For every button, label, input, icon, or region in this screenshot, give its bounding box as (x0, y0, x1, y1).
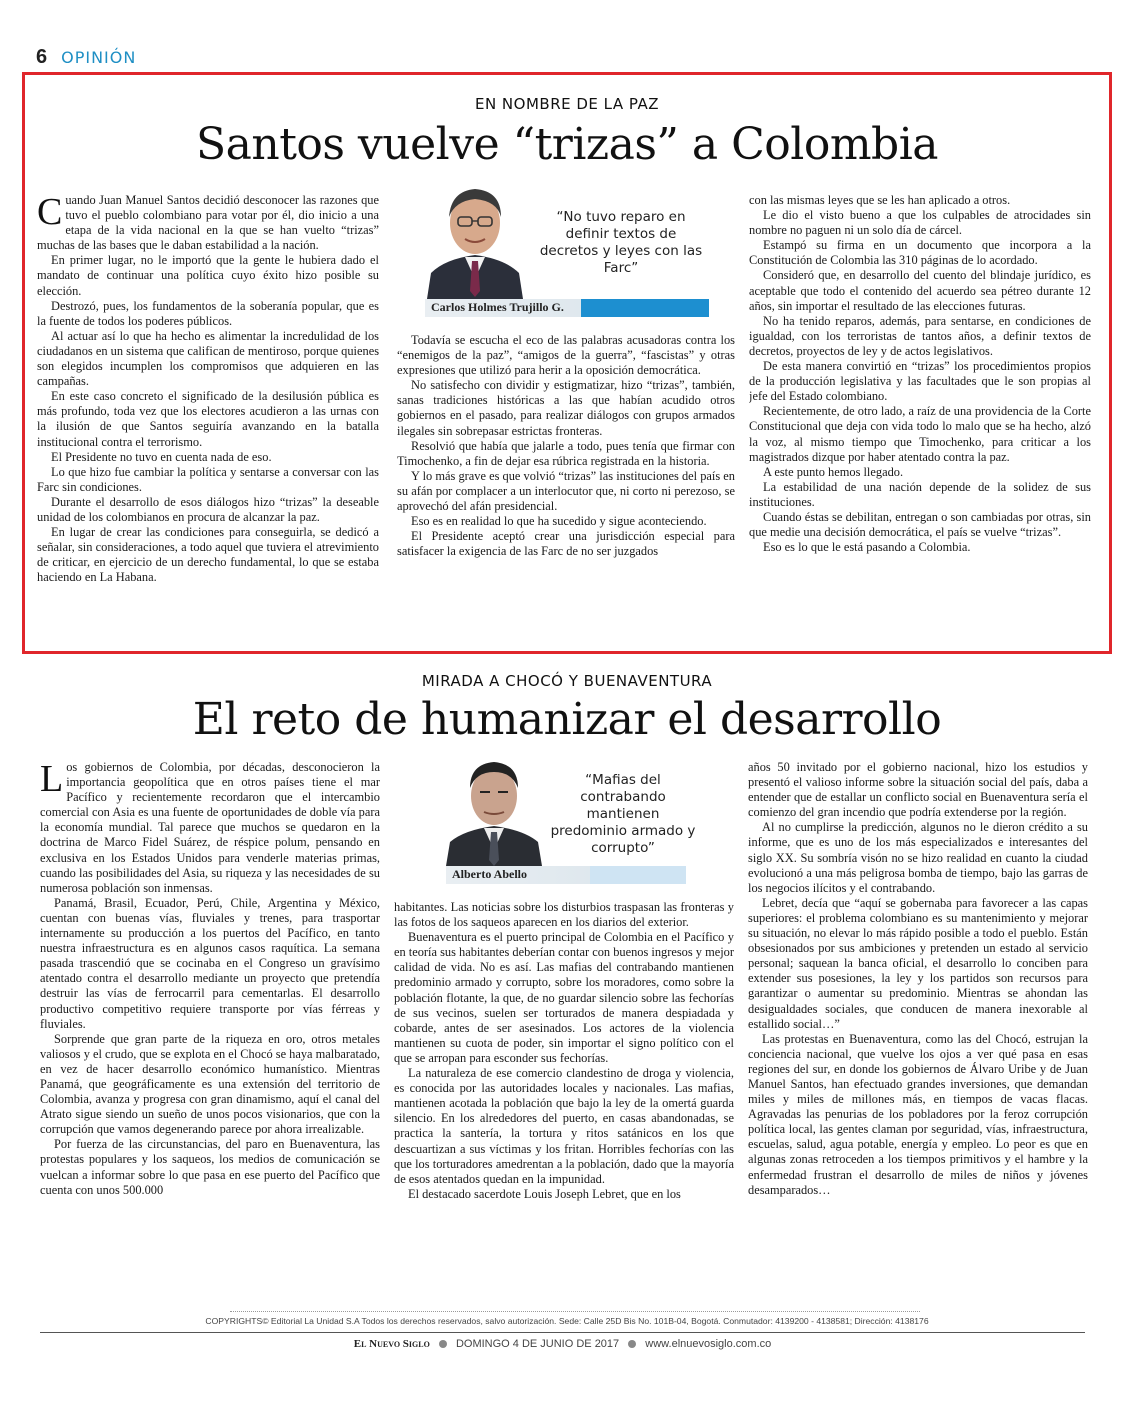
author-name: Carlos Holmes Trujillo G. (431, 300, 564, 314)
article-column-3 (748, 760, 1088, 1284)
article-paragraph: Le dio el visto bueno a que los culpables de atrocidades sin nombre no paguen ni un solo día de cárcel. (749, 208, 1091, 238)
article-paragraph: años 50 invitado por el gobierno nacional, hizo los estudios y presentó el valioso informe sobre la situación social del país, daba a entender que de estallar un conflicto social en Buenaventura sería el comienzo del gran incendio que podría extenderse por la región. (748, 760, 1088, 820)
article-paragraph: No ha tenido reparos, además, para sentarse, en condiciones de igualdad, con los terroristas de tantos años, a definir textos de decretos, proyectos de ley y de actos legislativos. (749, 313, 1091, 358)
article-paragraph: Todavía se escucha el eco de las palabras acusadoras contra los “enemigos de la paz”, “amigos de la guerra”, “fascistas” y otras expresiones que utilizó para herir a la oposición democrática. (397, 333, 735, 378)
article-paragraph: Durante el desarrollo de esos diálogos hizo “trizas” la deseable unidad de los colombianos en procura de alcanzar la paz. (37, 494, 379, 524)
article-kicker: MIRADA A CHOCÓ Y BUENAVENTURA (421, 672, 713, 690)
article-paragraph: Al no cumplirse la predicción, algunos no le dieron crédito a su informe, que es uno de los más especializados e interesantes del siglo XX. Su sombría visón no se hizo realidad en cuanto la ciudad evolucionó a una más peligrosa bomba de tiempo, bajo las garras de los negocios ilícitos y el contrabando. (748, 820, 1088, 895)
footer-divider (40, 1332, 1085, 1333)
page-footer (0, 1338, 1125, 1350)
copyright-divider (230, 1311, 920, 1312)
article-paragraph (40, 760, 380, 896)
article-paragraph: Y lo más grave es que volvió “trizas” las instituciones del país en su afán por complacer a un interlocutor que, ni corto ni perezoso, se aprovechó del afán presidencial. (397, 468, 735, 514)
article-paragraph: con las mismas leyes que se les han aplicado a otros. (749, 193, 1011, 207)
article-paragraph: No satisfecho con dividir y estigmatizar, hizo “trizas”, también, sanas tradiciones históricas a las que habían acudido otros gobiernos en el pasado, para realizar diálogos con grupos armados ilegales sin sobrepasar estrictas fronteras. (397, 378, 735, 438)
article-paragraph: Destrozó, pues, los fundamentos de la soberanía popular, que es la fuente de todos los poderes públicos. (37, 298, 379, 328)
article-column-2 (397, 333, 735, 643)
article-column-1 (37, 193, 379, 643)
article-paragraph: Las protestas en Buenaventura, como las del Chocó, estrujan la conciencia nacional, que vuelve los ojos a ver qué pasa en esas regiones del sur, en donde los gobiernos de Álvaro Uribe y de Juan Manuel Santos, han efectuado grandes inversiones, que demandan miles y miles de millones más, en tiempos de vacas flacas. Agravadas las penurias de los pobladores por la feroz corrupción política local, las gentes claman por seguridad, vías, infraestructura, escuelas, salud, agua potable, energía y empleo. Lo peor es que en algunas zonas retroceden a los tiempos primitivos y el hambre y la enfermedad frustran el desarrollo de miles de niños y jóvenes desamparados… (748, 1031, 1088, 1197)
website-link[interactable]: www.elnuevosiglo.com.co (645, 1338, 772, 1350)
bullet-icon (439, 1340, 447, 1348)
columnist-portrait (425, 181, 525, 299)
article-paragraph (37, 193, 379, 253)
columnist-box (446, 758, 696, 886)
article-paragraph: En primer lugar, no le importó que la gente le hubiera dado el mandato de continuar una política cuyo éxito hizo posible su elección. (37, 253, 379, 298)
article-paragraph: Por fuerza de las circunstancias, del paro en Buenaventura, las protestas populares y los saqueos, los medios de comunicación se vuelcan a informar sobre lo que pasa en ese puerto del Pacífico que cuenta con unos 500.000 (40, 1137, 380, 1197)
article-paragraph: Estampó su firma en un documento que incorpora a la Constitución de Colombia las 310 páginas de lo acordado. (749, 238, 1091, 268)
article-paragraph: Lo que hizo fue cambiar la política y sentarse a conversar con las Farc sin condiciones. (37, 464, 379, 494)
bullet-icon (628, 1340, 636, 1348)
columnist-portrait (446, 758, 542, 866)
issue-date: DOMINGO 4 DE JUNIO DE 2017 (455, 1338, 620, 1350)
article-paragraph: habitantes. Las noticias sobre los disturbios traspasan las fronteras y las fotos de los saqueos aparecen en los diarios del exterior. (394, 900, 734, 930)
columnist-box (425, 181, 709, 317)
newspaper-name: El Nuevo Siglo (353, 1338, 430, 1350)
article-paragraph: Sorprende que gran parte de la riqueza en oro, otros metales valiosos y el crudo, que se explota en el Chocó se haya malbaratado, en vez de hacer desarrollo económico humanístico. Mientras Panamá, que geográficamente es una extensión del territorio de Colombia, avanza y progresa con gran dinamismo, aquí el canal del Atrato sigue siendo un sueño de unos pocos visionarios, que con la corrupción que vamos degenerando parece por ahora irrealizable. (40, 1031, 380, 1137)
article-column-2 (394, 900, 734, 1284)
article-column-3 (749, 193, 1091, 643)
article-paragraph: A este punto hemos llegado. (763, 464, 904, 479)
article-santos (22, 72, 1112, 654)
section-label: OPINIÓN (61, 48, 137, 67)
author-name: Alberto Abello (452, 867, 527, 881)
article-paragraph: Eso es en realidad lo que ha sucedido y sigue aconteciendo. (411, 514, 707, 529)
article-paragraph: Recientemente, de otro lado, a raíz de una providencia de la Corte Constitucional que deja con vida todo lo malo que se ha hecho, alzó la voz, al mismo tiempo que Timochenko, para criticar a los magistrados dizque por haber atentado contra la paz. (749, 404, 1091, 464)
article-paragraph: Resolvió que había que jalarle a todo, pues tenía que firmar con Timochenko, a fin de dejar esa rúbrica registrada en la historia. (397, 438, 735, 468)
article-paragraph: Eso es lo que le está pasando a Colombia. (763, 540, 971, 555)
article-paragraph: Cuando éstas se debilitan, entregan o son cambiadas por otras, sin que medie una decisión democrática, el país se vuelve “trizas”. (749, 509, 1091, 540)
article-choco (22, 664, 1112, 1314)
article-headline: El reto de humanizar el desarrollo (192, 694, 942, 745)
drop-cap: C (37, 193, 63, 233)
article-paragraph: De esta manera convirtió en “trizas” los procedimientos propios de la producción legislativa y las facultades que le son propias al jefe del Estado colombiano. (749, 359, 1091, 404)
article-paragraph: Buenaventura es el puerto principal de Colombia en el Pacífico y en teoría sus habitantes deberían contar con buenos ingresos y mejor calidad de vida. No es así. Las mafias del contrabando mantienen predominio armado y corrupto, sobre los moradores, como sobre la población flotante, la que, de no guardar silencio sobre las fechorías de sus vecinos, suelen ser torturados de manera despiadada y cobarde, antes de ser asesinados. Los actores de la violencia mantienen su cuota de poder, sin importar el signo político con el que se arropan para esconder sus fechorías. (394, 930, 734, 1065)
article-paragraph: El Presidente aceptó crear una jurisdicción especial para satisfacer la exigencia de las Farc de no ser juzgados (397, 529, 735, 559)
paragraph-text: os gobiernos de Colombia, por décadas, desconocieron la importancia geopolítica que en otros países tiene el mar Pacífico y recientemente recordaron que el intercambio comercial con Asia es una fuente de oportunidades de doble vía para la economía mundial. Tal parece que muchos se quedaron en la doctrina de Marco Fidel Suárez, de réspice polum, pensando en exclusiva en los Estados Unidos para venderle materias primas, cuando las posibilidades del Asia, su riqueza y las necesidades de su numerosa población son inmensas. (40, 760, 380, 895)
page-number: 6 (36, 46, 48, 68)
article-headline: Santos vuelve “trizas” a Colombia (195, 119, 939, 170)
article-paragraph: La estabilidad de una nación depende de la solidez de sus instituciones. (749, 479, 1091, 509)
drop-cap: L (40, 760, 64, 800)
paragraph-text: uando Juan Manuel Santos decidió desconocer las razones que tuvo el pueblo colombiano para votar por él, dio inicio a una etapa de la vida nacional en la que se han vuelto “trizas” muchas de las bases que le daban estabilidad a la nación. (37, 193, 379, 253)
article-paragraph: Panamá, Brasil, Ecuador, Perú, Chile, Argentina y México, cuentan con buenas vías, fluviales y trenes, para trasportar internamente su producción a los puertos del Pacífico, en tanto nuestra infraestructura es en algunos casos raquítica. La semana pasada trascendió que se cocinaba en el Congreso un gravísimo atentado contra el desarrollo mediante un proyecto que pretendía destruir las vías de ferrocarril para cementarlas. El desarrollo productivo competitivo requiere transporte por vías férreas y fluviales. (40, 895, 380, 1031)
author-bar (425, 299, 709, 317)
article-kicker: EN NOMBRE DE LA PAZ (474, 95, 660, 113)
article-paragraph: El Presidente no tuvo en cuenta nada de eso. (51, 449, 272, 464)
article-paragraph: Consideró que, en desarrollo del cuento del blindaje jurídico, es aceptable que todo el contenido del acuerdo sea pétreo durante 12 años, sin importar el resultado de las elecciones futuras. (749, 268, 1091, 313)
article-paragraph: La naturaleza de ese comercio clandestino de droga y violencia, es conocida por las autoridades locales y nacionales. Las mafias, mantienen acotada la población que bajo la ley de la omertá guarda silencio. En los alrededores del puerto, en casas abandonadas, se practica la santería, la tortura y ritos satánicos en los que descuartizan a sus víctimas y los fritan. Horribles fechorías con las que los torturadores amedrentan a la población, dado que la mayoría de esos atentados quedan en la impunidad. (394, 1066, 734, 1186)
author-bar (446, 866, 686, 884)
page-header (36, 46, 136, 72)
pull-quote: “No tuvo reparo en definir textos de decretos y leyes con las Farc” (539, 209, 703, 276)
article-column-1 (40, 760, 380, 1284)
article-paragraph: Al actuar así lo que ha hecho es alimentar la incredulidad de los ciudadanos en un sistema que califican de mentiroso, porque quienes son elegidos incumplen los compromisos que adquieren en las campañas. (37, 328, 379, 389)
article-paragraph: En lugar de crear las condiciones para conseguirla, se dedicó a señalar, sin consideraciones, a todo aquel que tuviera el atrevimiento de criticar, en ejercicio de un derecho fundamental, lo que se estaba haciendo en La Habana. (37, 525, 379, 585)
copyright-line: COPYRIGHTS© Editorial La Unidad S.A Todos los derechos reservados, salvo autorización. Sede: Calle 25D Bis No. 101B-04, Bogotá. Conmutador: 4139200 - 4138581; Dirección: 4138176 (205, 1316, 929, 1326)
pull-quote: “Mafias del contrabando mantienen predominio armado y corrupto” (550, 772, 696, 856)
article-paragraph: Lebret, decía que “aquí se gobernaba para favorecer a las capas superiores: el problema colombiano es su mantenimiento y mejorar su situación, no elevar lo más rápido posible a todo el pueblo. Están obsesionados por sus ambiciones y pretenden un estado al servicio personal; saquean la banca oficial, el desarrollo lo conciben para extender sus posesiones, la ley y los partidos son recursos para garantizar o aumentar su predominio. Mientras se ahondan las desigualdades sociales, que conducen de manera inexorable al estallido social…” (748, 895, 1088, 1031)
article-paragraph: El destacado sacerdote Louis Joseph Lebret, que en los (408, 1186, 681, 1201)
article-paragraph: En este caso concreto el significado de la desilusión pública es más profundo, toda vez que los electores acudieron a las urnas con la ilusión de que Santos seguiría avanzando en la batalla institucional contra el terrorismo. (37, 389, 379, 449)
